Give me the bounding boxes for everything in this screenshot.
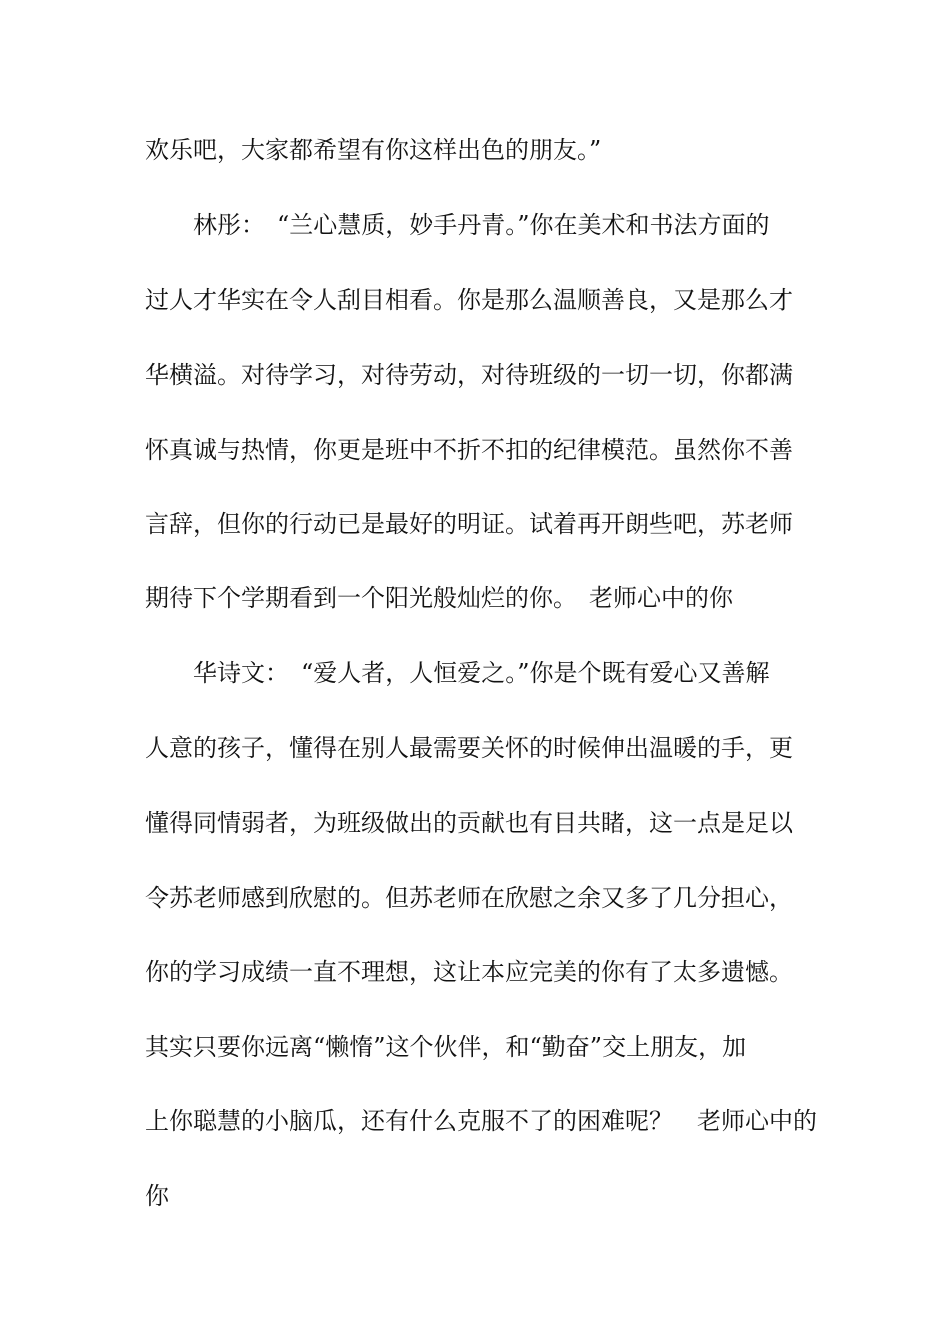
text-line: 华横溢。对待学习，对待劳动，对待班级的一切一切，你都满 [145,361,793,389]
text-line: 令苏老师感到欣慰的。但苏老师在欣慰之余又多了几分担心， [145,884,793,912]
text-line: 懂得同情弱者，为班级做出的贡献也有目共睹，这一点是足以 [145,809,793,837]
text-line: 怀真诚与热情，你更是班中不折不扣的纪律模范。虽然你不善 [145,436,793,464]
text-line: 言辞，但你的行动已是最好的明证。试着再开朗些吧，苏老师 [145,510,793,538]
text-line: 你的学习成绩一直不理想，这让本应完美的你有了太多遗憾。 [145,958,793,986]
text-line: 华诗文： “爱人者，人恒爱之。”你是个既有爱心又善解 [193,659,770,687]
text-line: 过人才华实在令人刮目相看。你是那么温顺善良，又是那么才 [145,286,793,314]
text-line: 你 [145,1182,169,1210]
text-line: 欢乐吧，大家都希望有你这样出色的朋友。” [145,136,602,164]
text-line: 人意的孩子，懂得在别人最需要关怀的时候伸出温暖的手，更 [145,734,793,762]
text-line: 期待下个学期看到一个阳光般灿烂的你。 老师心中的你 [145,584,733,612]
text-line: 其实只要你远离“懒惰”这个伙伴，和“勤奋”交上朋友，加 [145,1033,747,1061]
text-line: 上你聪慧的小脑瓜，还有什么克服不了的困难呢？ 老师心中的 [145,1107,817,1135]
text-line: 林彤： “兰心慧质，妙手丹青。”你在美术和书法方面的 [193,211,770,239]
